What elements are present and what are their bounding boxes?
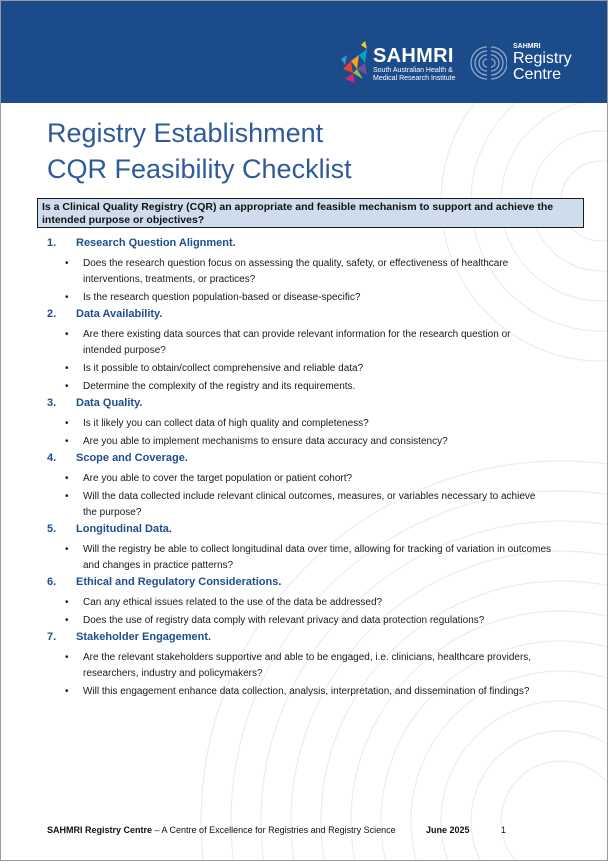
section-title: Data Quality. xyxy=(76,397,143,409)
bullet-text: Does the research question focus on assessing the quality, safety, or effectiveness of healthcare interventions, treatments, or practices? xyxy=(83,258,509,285)
section-title: Ethical and Regulatory Considerations. xyxy=(76,576,282,588)
sahmri-tagline-line2: Medical Research Institute xyxy=(373,75,456,82)
section-number: 2. xyxy=(47,308,57,320)
registry-centre-line1: Registry xyxy=(513,50,572,67)
bullet-dot-icon: • xyxy=(65,686,69,697)
section-heading xyxy=(1,452,608,468)
bullet-dot-icon: • xyxy=(65,363,69,374)
title-line1: Registry Establishment xyxy=(47,118,324,148)
bullet-dot-icon: • xyxy=(65,544,69,555)
checklist-section xyxy=(1,237,608,306)
section-title: Research Question Alignment. xyxy=(76,237,236,249)
page-title xyxy=(47,115,352,187)
section-number: 4. xyxy=(47,452,57,464)
section-heading xyxy=(1,523,608,539)
checklist-section xyxy=(1,576,608,629)
bullet-dot-icon: • xyxy=(65,418,69,429)
bullet-text: Can any ethical issues related to the use of the data be addressed? xyxy=(83,597,383,608)
section-title: Stakeholder Engagement. xyxy=(76,631,212,643)
bullet-list xyxy=(1,542,608,574)
bullet-item xyxy=(1,684,608,700)
bullet-item xyxy=(1,290,608,306)
bullet-dot-icon: • xyxy=(65,652,69,663)
bullet-text: Are there existing data sources that can provide relevant information for the research question or intended purpose? xyxy=(83,329,511,356)
page-number: 1 xyxy=(501,825,507,835)
page-content xyxy=(1,1,608,861)
bullet-dot-icon: • xyxy=(65,491,69,502)
section-heading xyxy=(1,631,608,647)
bullet-text: Is it possible to obtain/collect comprehensive and reliable data? xyxy=(83,363,364,374)
checklist-section xyxy=(1,452,608,521)
registry-centre-small-label: SAHMRI xyxy=(513,43,541,50)
bullet-list xyxy=(1,650,608,700)
bullet-list xyxy=(1,256,608,306)
bullet-item xyxy=(1,613,608,629)
section-title: Longitudinal Data. xyxy=(76,523,172,535)
bullet-text: Will this engagement enhance data collection, analysis, interpretation, and dissemination of findings? xyxy=(83,686,530,697)
bullet-dot-icon: • xyxy=(65,597,69,608)
section-heading xyxy=(1,576,608,592)
section-number: 1. xyxy=(47,237,57,249)
bullet-item xyxy=(1,489,608,521)
bullet-item xyxy=(1,416,608,432)
bullet-dot-icon: • xyxy=(65,292,69,303)
bullet-text: Is the research question population-based or disease-specific? xyxy=(83,292,361,303)
bullet-item xyxy=(1,471,608,487)
bullet-text: Does the use of registry data comply with relevant privacy and data protection regulations? xyxy=(83,615,485,626)
bullet-dot-icon: • xyxy=(65,436,69,447)
footer-org: SAHMRI Registry Centre xyxy=(47,825,153,835)
footer-date: June 2025 xyxy=(426,825,470,835)
section-title: Data Availability. xyxy=(76,308,163,320)
section-number: 6. xyxy=(47,576,57,588)
bullet-item xyxy=(1,650,608,682)
bullet-list xyxy=(1,416,608,450)
bullet-list xyxy=(1,471,608,521)
bullet-text: Is it likely you can collect data of high quality and completeness? xyxy=(83,418,369,429)
section-heading xyxy=(1,397,608,413)
footer-tagline: – A Centre of Excellence for Registries and Registry Science xyxy=(152,825,396,835)
bullet-item xyxy=(1,434,608,450)
checklist-section xyxy=(1,397,608,450)
bullet-text: Will the data collected include relevant clinical outcomes, measures, or variables necessary to achieve the purpose? xyxy=(83,491,536,518)
checklist-section xyxy=(1,523,608,574)
checklist-section xyxy=(1,308,608,395)
bullet-text: Are you able to implement mechanisms to ensure data accuracy and consistency? xyxy=(83,436,448,447)
section-number: 5. xyxy=(47,523,57,535)
bullet-dot-icon: • xyxy=(65,258,69,269)
bullet-list xyxy=(1,595,608,629)
bullet-item xyxy=(1,542,608,574)
sahmri-tagline-line1: South Australian Health & xyxy=(373,67,453,74)
bullet-item xyxy=(1,327,608,359)
section-heading xyxy=(1,237,608,253)
bullet-item xyxy=(1,379,608,395)
section-heading xyxy=(1,308,608,324)
registry-centre-line2: Centre xyxy=(513,66,562,83)
bullet-dot-icon: • xyxy=(65,615,69,626)
key-question-box: Is a Clinical Quality Registry (CQR) an appropriate and feasible mechanism to support and achieve the intended purpose or objectives? xyxy=(37,198,584,228)
bullet-dot-icon: • xyxy=(65,473,69,484)
bullet-item xyxy=(1,595,608,611)
bullet-item xyxy=(1,256,608,288)
bullet-dot-icon: • xyxy=(65,381,69,392)
checklist-section xyxy=(1,631,608,700)
bullet-text: Are the relevant stakeholders supportive and able to be engaged, i.e. clinicians, healthcare providers, researchers, industry and policymakers? xyxy=(83,652,532,679)
checklist xyxy=(1,237,608,702)
footer-text xyxy=(47,825,396,835)
section-title: Scope and Coverage. xyxy=(76,452,188,464)
bullet-text: Are you able to cover the target population or patient cohort? xyxy=(83,473,353,484)
bullet-dot-icon: • xyxy=(65,329,69,340)
section-number: 3. xyxy=(47,397,57,409)
bullet-text: Will the registry be able to collect longitudinal data over time, allowing for tracking of variation in outcomes and changes in practice patterns? xyxy=(83,544,552,571)
sahmri-name: SAHMRI xyxy=(373,45,454,67)
section-number: 7. xyxy=(47,631,57,643)
bullet-item xyxy=(1,361,608,377)
bullet-list xyxy=(1,327,608,395)
bullet-text: Determine the complexity of the registry and its requirements. xyxy=(83,381,356,392)
title-line2: CQR Feasibility Checklist xyxy=(47,154,352,184)
